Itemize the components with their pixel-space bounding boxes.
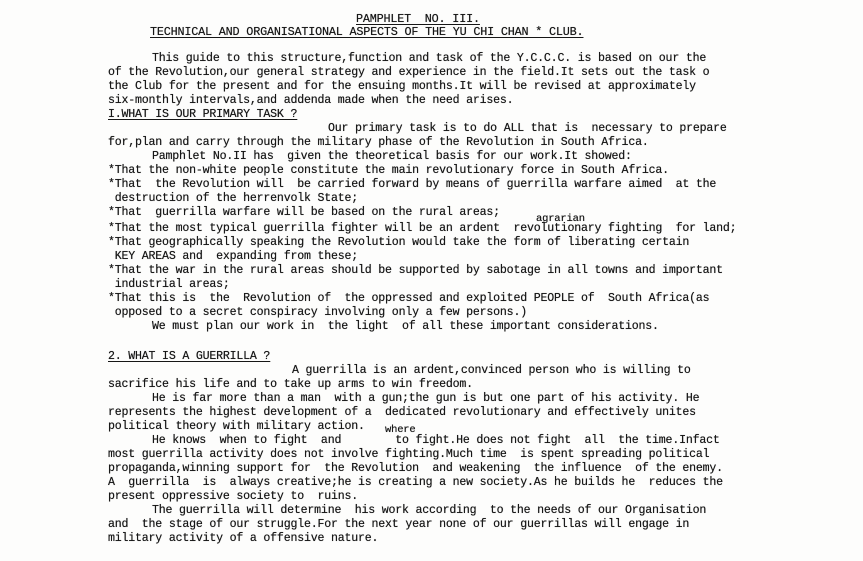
- point-line: *That the non-white people constitute the main revolutionary force in South Africa.: [108, 164, 669, 177]
- section-2-line: represents the highest development of a dedicated revolutionary and effectively unites: [108, 406, 696, 419]
- section-2-line: present oppressive society to ruins.: [108, 490, 359, 503]
- intro-line-1: This guide to this structure,function and task of the Y.C.C.C. is based on our the: [152, 52, 707, 65]
- pamphlet-title: PAMPHLET NO. III.: [356, 12, 480, 26]
- pamphlet-subtitle: TECHNICAL AND ORGANISATIONAL ASPECTS OF THE YU CHI CHAN * CLUB.: [150, 25, 584, 39]
- section-1-line-2: for,plan and carry through the military phase of the Revolution in South Africa.: [108, 136, 649, 149]
- section-2-line: military activity of a offensive nature.: [108, 532, 379, 545]
- point-line: *That geographically speaking the Revolution would take the form of liberating certain: [108, 236, 690, 249]
- handwritten-insert-agrarian: agrarian: [536, 213, 585, 225]
- section-1-closing: We must plan our work in the light of all these important considerations.: [152, 320, 659, 333]
- section-2-line: A guerrilla is an ardent,convinced person who is willing to: [292, 364, 691, 377]
- point-line: industrial areas;: [108, 278, 230, 291]
- section-2-heading: 2. WHAT IS A GUERRILLA ?: [108, 350, 271, 363]
- section-1-line-1: Our primary task is to do ALL that is necessary to prepare: [328, 122, 727, 135]
- section-2-line: He is far more than a man with a gun;the gun is but one part of his activity. He: [152, 392, 700, 405]
- section-1-heading: I.WHAT IS OUR PRIMARY TASK ?: [108, 108, 298, 121]
- point-line: *That guerrilla warfare will be based on the rural areas;: [108, 206, 500, 219]
- section-2-line: The guerrilla will determine his work according to the needs of our Organisation: [152, 504, 707, 517]
- point-line: *That the Revolution will be carried forward by means of guerrilla warfare aimed at the: [108, 178, 717, 191]
- section-2-line: most guerrilla activity does not involve fighting.Much time is spent spreading political: [108, 448, 710, 461]
- section-2-line: He knows when to fight and to fight.He does not fight all the time.Infact: [152, 434, 720, 447]
- intro-line-3: the Club for the present and for the ensuing months.It will be revised at approximately: [108, 80, 696, 93]
- section-2-line: propaganda,winning support for the Revolution and weakening the influence of the enemy.: [108, 462, 723, 475]
- point-line: opposed to a secret conspiracy involving only a few persons.): [108, 306, 527, 319]
- section-2-line: A guerrilla is always creative;he is creating a new society.As he builds he reduces the: [108, 476, 723, 489]
- section-2-line: political theory with military action.: [108, 420, 365, 433]
- section-2-line: sacrifice his life and to take up arms to win freedom.: [108, 378, 473, 391]
- intro-line-2: of the Revolution,our general strategy and experience in the field.It sets out the task o: [108, 66, 710, 79]
- handwritten-insert-where: where: [385, 424, 416, 436]
- point-line: destruction of the herrenvolk State;: [108, 192, 359, 205]
- section-2-line: and the stage of our struggle.For the next year none of our guerrillas will engage in: [108, 518, 690, 531]
- intro-line-4: six-monthly intervals,and addenda made when the need arises.: [108, 94, 514, 107]
- point-line: KEY AREAS and expanding from these;: [108, 250, 359, 263]
- point-line: *That this is the Revolution of the oppressed and exploited PEOPLE of South Africa(as: [108, 292, 710, 305]
- point-line: *That the most typical guerrilla fighter will be an ardent revolutionary fighting for land;: [108, 222, 737, 235]
- section-1-line-3: Pamphlet No.II has given the theoretical basis for our work.It showed:: [152, 150, 632, 163]
- point-line: *That the war in the rural areas should be supported by sabotage in all towns and important: [108, 264, 723, 277]
